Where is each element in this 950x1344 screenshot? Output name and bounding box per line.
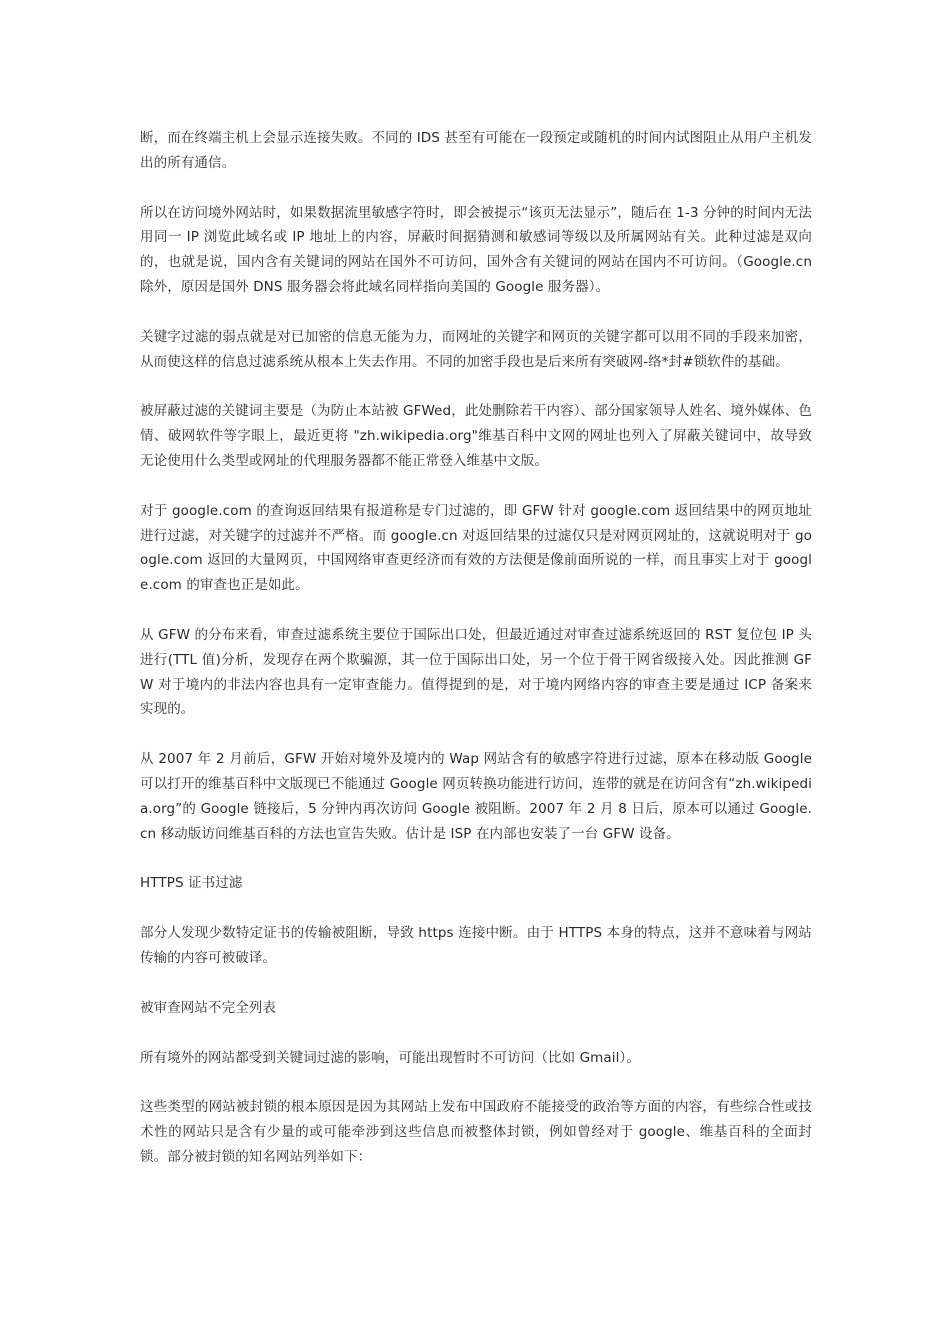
paragraph-google-filtering: 对于 google.com 的查询返回结果有报道称是专门过滤的，即 GFW 针对 google.com 返回结果中的网页地址进行过滤，对关键字的过滤并不严格。而 google.cn 对返回结果的过滤仅只是对网页网址的，这就说明对于 google.com 返回的大量网页，中国网络审查更经济而有效的方法便是像前面所说的一样，而且事实上对于 google.com 的审查也正是如此。 bbox=[140, 502, 812, 594]
section-heading-blocked-list: 被审查网站不完全列表 bbox=[140, 999, 276, 1016]
paragraph-wap-filtering: 从 2007 年 2 月前后，GFW 开始对境外及境内的 Wap 网站含有的敏感字符进行过滤，原本在移动版 Google 可以打开的维基百科中文版现已不能通过 Google 网页转换功能进行访问，连带的就是在访问含有“zh.wikipedia.org”的 Google 链接后，5 分钟内再次访问 Google 被阻断。2007 年 2 月 8 日后，原本可以通过 Google.cn 移动版访问维基百科的方法也宣告失败。估计是 ISP 在内部也安装了一台 GFW 设备。 bbox=[140, 751, 812, 842]
paragraph-ids-failure: 断，而在终端主机上会显示连接失败。不同的 IDS 甚至有可能在一段预定或随机的时间内试图阻止从用户主机发出的所有通信。 bbox=[140, 130, 812, 171]
paragraph-keyword-blocking: 所以在访问境外网站时，如果数据流里敏感字符时，即会被提示“该页无法显示”，随后在 1-3 分钟的时间内无法用同一 IP 浏览此域名或 IP 地址上的内容，屏蔽时间据猜测和敏感词等级以及所属网站有关。此种过滤是双向的，也就是说，国内含有关键词的网站在国外不可访问，国外含有关键词的网站在国内不可访问。（Google.cn 除外，原因是国外 DNS 服务器会将此域名同样指向美国的 Google 服务器）。 bbox=[140, 204, 812, 295]
paragraph-gfw-distribution: 从 GFW 的分布来看，审查过滤系统主要位于国际出口处，但最近通过对审查过滤系统返回的 RST 复位包 IP 头进行(TTL 值)分析，发现存在两个欺骗源，其一位于国际出口处，另一个位于骨干网省级接入处。因此推测 GFW 对于境内的非法内容也具有一定审查能力。值得提到的是，对于境内网络内容的审查主要是通过 ICP 备案来实现的。 bbox=[140, 626, 812, 718]
paragraph-encryption-weakness: 关键字过滤的弱点就是对已加密的信息无能为力，而网址的关键字和网页的关键字都可以用不同的手段来加密，从而使这样的信息过滤系统从根本上失去作用。不同的加密手段也是后来所有突破网-络*封#锁软件的基础。 bbox=[140, 328, 812, 370]
paragraph-all-foreign-sites: 所有境外的网站都受到关键词过滤的影响，可能出现暂时不可访问（比如 Gmail）。 bbox=[140, 1049, 640, 1066]
document-page bbox=[140, 126, 812, 1195]
paragraph-block-reason: 这些类型的网站被封锁的根本原因是因为其网站上发布中国政府不能接受的政治等方面的内容，有些综合性或技术性的网站只是含有少量的或可能牵涉到这些信息而被整体封锁，例如曾经对于 google、维基百科的全面封锁。部分被封锁的知名网站列举如下： bbox=[140, 1099, 812, 1165]
paragraph-https: 部分人发现少数特定证书的传输被阻断，导致 https 连接中断。由于 HTTPS 本身的特点，这并不意味着与网站传输的内容可被破译。 bbox=[140, 925, 812, 966]
paragraph-blocked-keywords: 被屏蔽过滤的关键词主要是（为防止本站被 GFWed，此处删除若干内容）、部分国家领导人姓名、境外媒体、色情、破网软件等字眼上，最近更将 "zh.wikipedia.org"维基百科中文网的网址也列入了屏蔽关键词中，故导致无论使用什么类型或网址的代理服务器都不能正常登入维基中文版。 bbox=[140, 403, 812, 469]
section-heading-https: HTTPS 证书过滤 bbox=[140, 875, 243, 892]
